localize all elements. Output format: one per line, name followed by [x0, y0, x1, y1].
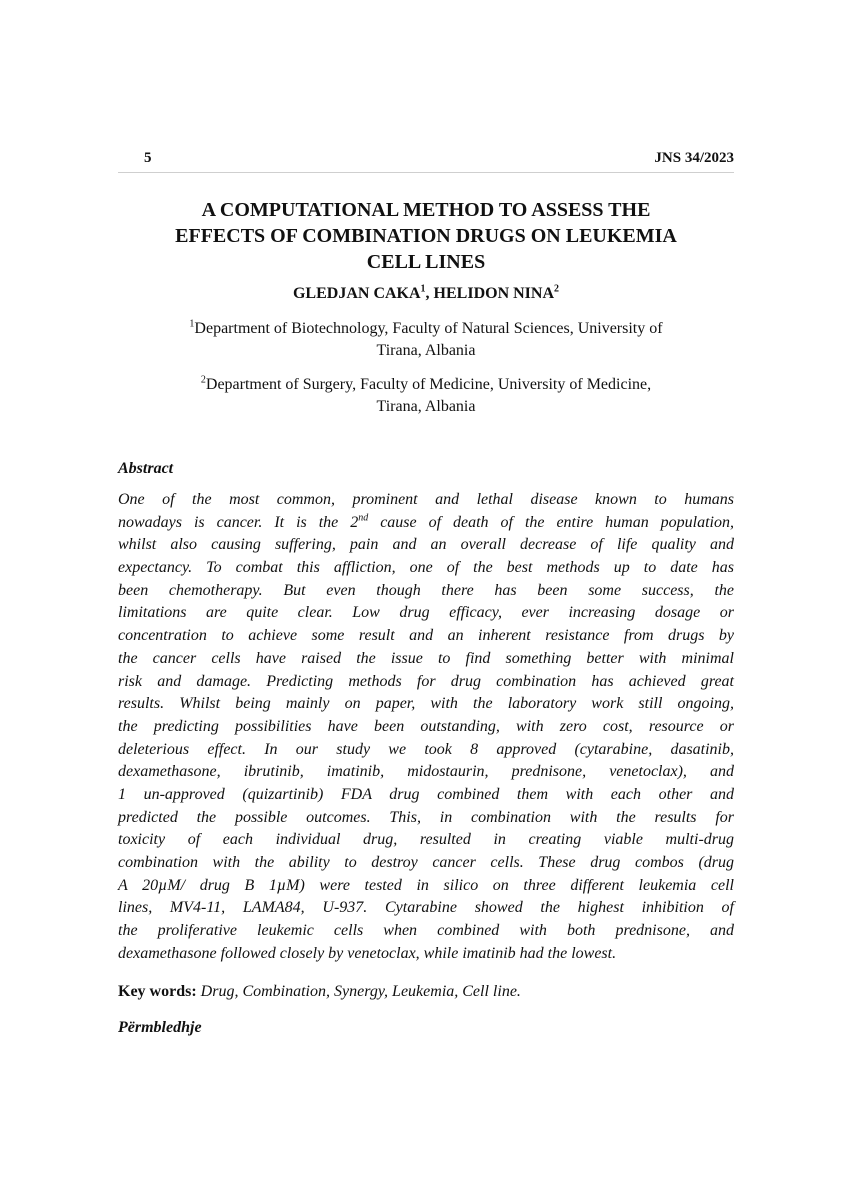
- section-heading-permbledhje: Përmbledhje: [118, 1019, 202, 1036]
- title-line: A COMPUTATIONAL METHOD TO ASSESS THE: [201, 199, 651, 221]
- paper-title: [118, 197, 734, 275]
- affiliation-text: Tirana, Albania: [376, 398, 476, 415]
- abstract-line: the proliferative leukemic cells when combined with both prednisone, and: [118, 922, 734, 940]
- keywords-label: Key words: [118, 983, 192, 1000]
- title-line: CELL LINES: [366, 251, 486, 273]
- title-line: EFFECTS OF COMBINATION DRUGS ON LEUKEMIA: [175, 225, 677, 247]
- affiliation-marker: 1: [189, 318, 195, 330]
- page-number: 5: [144, 150, 152, 166]
- abstract-line: A 20µM/ drug B 1µM) were tested in silico on three different leukemia cell: [118, 876, 734, 894]
- abstract-line: One of the most common, prominent and lethal disease known to humans: [118, 491, 734, 508]
- journal-reference: JNS 34/2023: [654, 150, 734, 166]
- abstract-line: the cancer cells have raised the issue to find something better with minimal: [118, 649, 734, 667]
- running-header: [118, 150, 734, 173]
- affiliation-text: Tirana, Albania: [376, 342, 476, 359]
- abstract-line: limitations are quite clear. Low drug efficacy, ever increasing dosage or: [118, 604, 734, 622]
- affiliation-marker: 2: [200, 374, 206, 386]
- abstract-line: combination with the ability to destroy cancer cells. These drug combos (drug: [118, 854, 734, 871]
- abstract-line: deleterious effect. In our study we took 8 approved (cytarabine, dasatinib,: [118, 740, 734, 758]
- keywords: Key words: Drug, Combination, Synergy, Leukemia, Cell line.: [118, 983, 521, 1000]
- author-list: [118, 285, 734, 303]
- abstract-line: concentration to achieve some result and an inherent resistance from drugs by: [118, 627, 734, 645]
- abstract-line: lines, MV4-11, LAMA84, U-937. Cytarabine showed the highest inhibition of: [118, 899, 734, 917]
- affiliation: [118, 374, 734, 418]
- abstract-line: dexamethasone followed closely by venetoclax, while imatinib had the lowest.: [118, 944, 617, 962]
- author-name: GLEDJAN CAKA: [292, 285, 421, 302]
- author-affiliation-marker: 1: [420, 283, 426, 295]
- affiliation-text: Department of Biotechnology, Faculty of Natural Sciences, University of: [194, 320, 663, 337]
- abstract-line: dexamethasone, ibrutinib, imatinib, midostaurin, prednisone, venetoclax), and: [118, 763, 734, 781]
- abstract-line: been chemotherapy. But even though there has been some success, the: [118, 581, 734, 599]
- abstract-heading: Abstract: [118, 460, 174, 477]
- abstract-line: the predicting possibilities have been outstanding, with zero cost, resource or: [118, 717, 734, 735]
- abstract-line: predicted the possible outcomes. This, in combination with the results for: [118, 808, 734, 826]
- abstract-body: [118, 489, 734, 965]
- author-affiliation-marker: 2: [554, 283, 560, 295]
- abstract-line: toxicity of each individual drug, resulted in creating viable multi-drug: [118, 831, 734, 849]
- author-name: HELIDON NINA: [433, 285, 555, 302]
- abstract-line: nowadays is cancer. It is the 2nd cause of death of the entire human population,: [118, 512, 735, 531]
- abstract-line: 1 un-approved (quizartinib) FDA drug combined them with each other and: [118, 785, 734, 803]
- abstract-line: results. Whilst being mainly on paper, with the laboratory work still ongoing,: [118, 695, 734, 713]
- author-separator: ,: [425, 285, 434, 302]
- abstract-line: expectancy. To combat this affliction, one of the best methods up to date has: [118, 559, 734, 577]
- affiliation-text: Department of Surgery, Faculty of Medicine, University of Medicine,: [205, 376, 652, 393]
- keywords-values: Drug, Combination, Synergy, Leukemia, Cell line.: [200, 983, 521, 1000]
- abstract-line: risk and damage. Predicting methods for drug combination has achieved great: [118, 672, 734, 690]
- abstract-line: whilst also causing suffering, pain and an overall decrease of life quality and: [118, 536, 734, 554]
- affiliation: [118, 318, 734, 362]
